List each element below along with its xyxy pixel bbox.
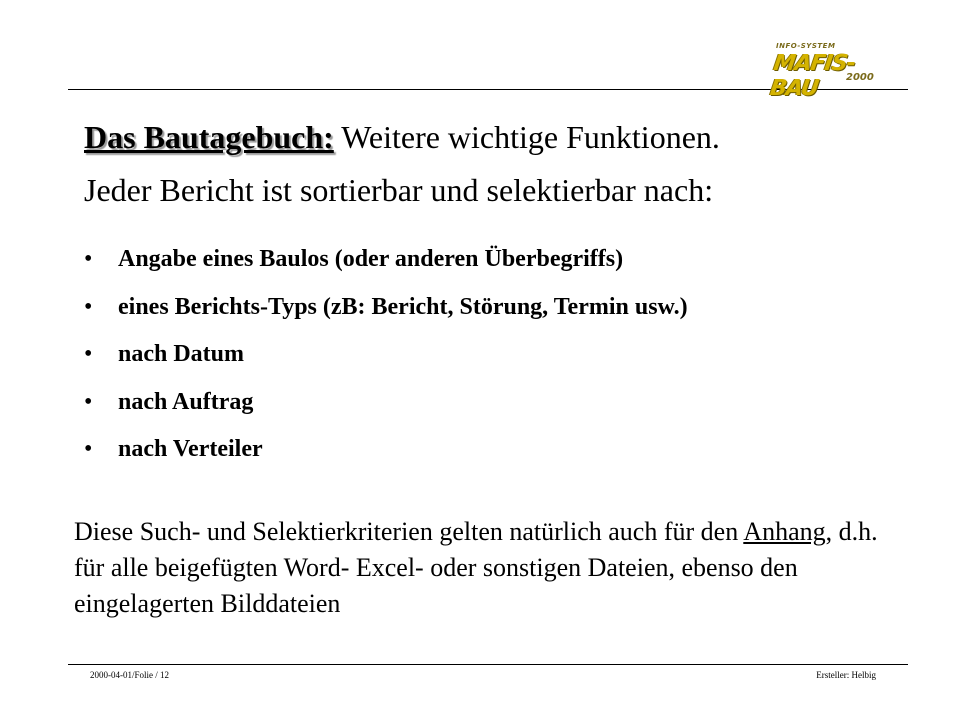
logo-subtitle: INFO-SYSTEM	[776, 42, 836, 50]
slide-heading	[84, 121, 720, 153]
list-item-text: Angabe eines Baulos (oder anderen Überbegriffs)	[118, 246, 624, 272]
bullet-icon: •	[84, 246, 93, 272]
list-item-text: nach Datum	[118, 341, 245, 367]
bullet-icon: •	[84, 388, 93, 415]
footer-rule	[68, 664, 908, 665]
attachment-paragraph	[74, 514, 904, 622]
criteria-list	[84, 244, 688, 482]
slide-intro: Jeder Bericht ist sortierbar und selektierbar nach:	[84, 172, 714, 208]
list-item	[84, 244, 688, 292]
list-item	[84, 339, 688, 387]
paragraph-part-1: Diese Such- und Selektierkriterien gelten natürlich auch für den	[74, 517, 739, 546]
mafis-bau-logo	[768, 42, 886, 101]
anhang-term: Anhang	[743, 517, 826, 546]
slide-date-number: 2000-04-01/Folie / 12	[90, 670, 169, 680]
slide-author: Ersteller: Helbig	[816, 670, 876, 680]
list-item	[84, 387, 688, 435]
list-item-text: eines Berichts-Typs (zB: Bericht, Störung, Termin usw.)	[118, 293, 688, 320]
logo-wordmark: MAFIS-BAU	[768, 51, 857, 101]
list-item-text: nach Auftrag	[118, 388, 254, 415]
list-item-text: nach Verteiler	[118, 436, 263, 462]
list-item	[84, 434, 688, 482]
bullet-icon: •	[84, 293, 93, 320]
logo-year: 2000	[846, 72, 874, 83]
paragraph-part-2: , d.h. für alle beigefügten Word- Excel- oder sonstigen Dateien, ebenso den eingelagerten Bilddateien	[74, 517, 878, 618]
slide-subtitle: Weitere wichtige Funktionen.	[341, 119, 720, 155]
list-item	[84, 292, 688, 340]
bullet-icon: •	[84, 436, 93, 462]
bullet-icon: •	[84, 341, 93, 367]
slide-title: Das Bautagebuch:	[84, 119, 334, 155]
